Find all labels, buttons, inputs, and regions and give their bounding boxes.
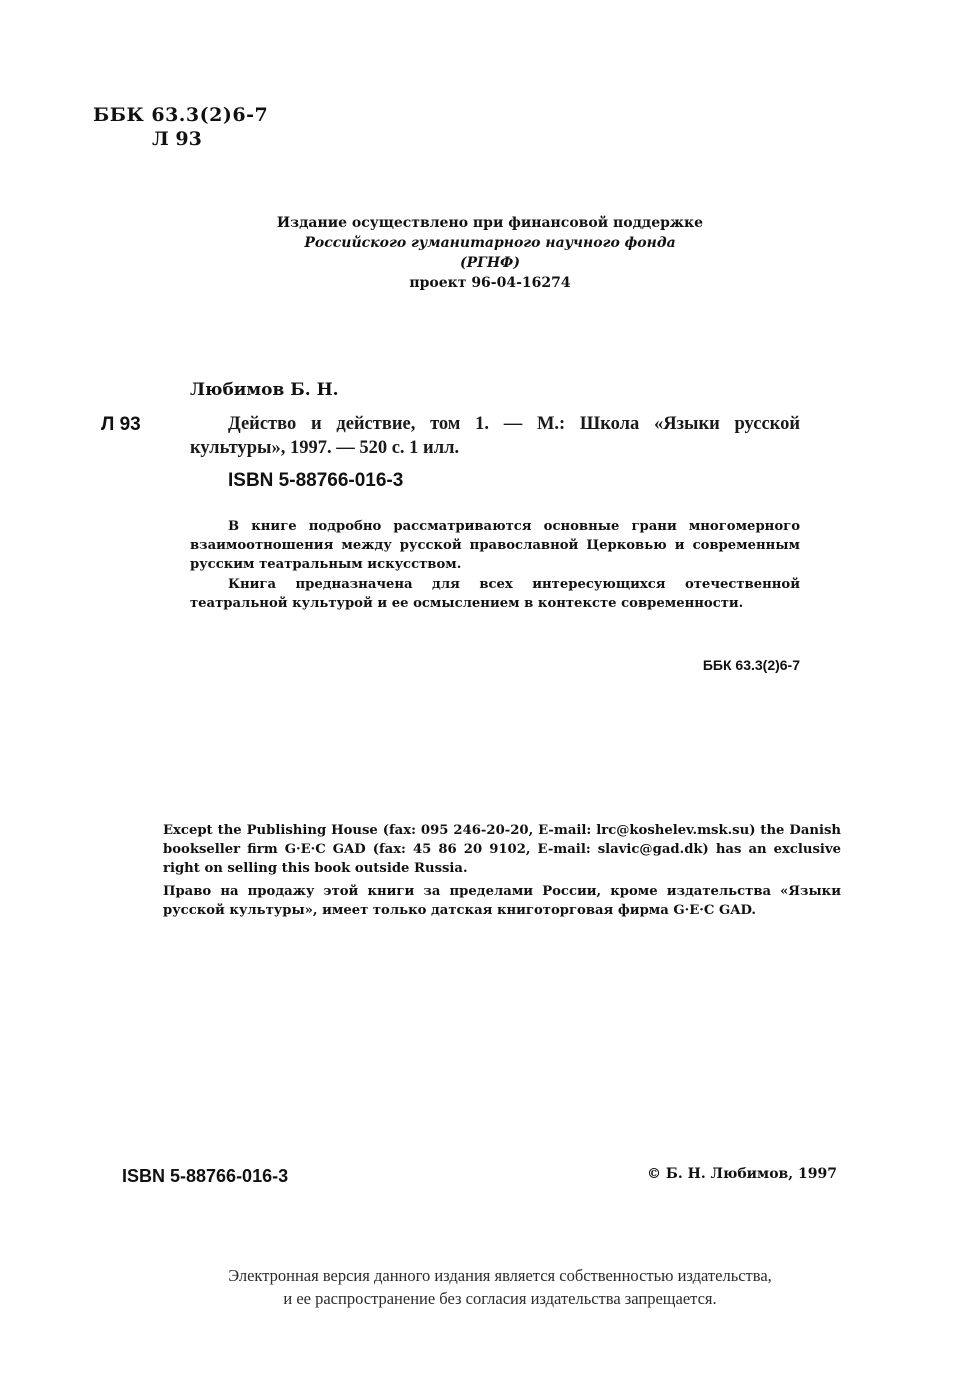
- entry-title-line-2: культуры», 1997. — 520 с. 1 илл.: [190, 438, 460, 458]
- bbk-classification-code: ББК 63.3(2)6-7: [93, 104, 269, 126]
- funding-line-1: Издание осуществлено при финансовой поддержке: [276, 215, 704, 231]
- author-sign-code: Л 93: [152, 128, 202, 150]
- footer-copyright: © Б. Н. Любимов, 1997: [647, 1166, 837, 1182]
- entry-title-line-1: Действо и действие, том 1. — М.: Школа «Языки русской: [228, 414, 800, 434]
- annotation-paragraph-2: Книга предназначена для всех интересующихся отечественной театральной культурой и ее осмыслением в контексте современности.: [190, 577, 800, 611]
- rights-russian: Право на продажу этой книги за пределами России, кроме издательства «Языки русской культуры», имеет только датская книготорговая фирма G·E·C GAD.: [163, 884, 841, 918]
- annotation: [190, 517, 800, 613]
- funding-project-number: проект 96-04-16274: [409, 275, 571, 291]
- rights-english: Except the Publishing House (fax: 095 246-20-20, E-mail: lrc@koshelev.msk.su) the Danish bookseller firm G·E·C GAD (fax: 45 86 20 9102, E-mail: slavic@gad.dk) has an exclusive right on selling this book outside Russia.: [163, 823, 841, 876]
- entry-index-code: Л 93: [101, 414, 141, 435]
- funding-note: [190, 213, 790, 293]
- electronic-notice-line-2: и ее распространение без согласия издательства запрещается.: [283, 1289, 717, 1308]
- entry-isbn: ISBN 5-88766-016-3: [228, 470, 404, 491]
- rights-notice: [163, 821, 841, 920]
- electronic-edition-notice: [100, 1264, 900, 1310]
- entry-author: Любимов Б. Н.: [190, 380, 339, 400]
- annotation-paragraph-1: В книге подробно рассматриваются основные грани многомерного взаимоотношения между русской православной Церковью и современным русским театральным искусством.: [190, 519, 800, 572]
- bbk-code-right: ББК 63.3(2)6-7: [702, 657, 800, 673]
- funding-line-3: (РГНФ): [460, 255, 520, 271]
- footer-isbn: ISBN 5-88766-016-3: [122, 1166, 289, 1186]
- electronic-notice-line-1: Электронная версия данного издания является собственностью издательства,: [228, 1266, 772, 1285]
- funding-line-2: Российского гуманитарного научного фонда: [304, 235, 676, 251]
